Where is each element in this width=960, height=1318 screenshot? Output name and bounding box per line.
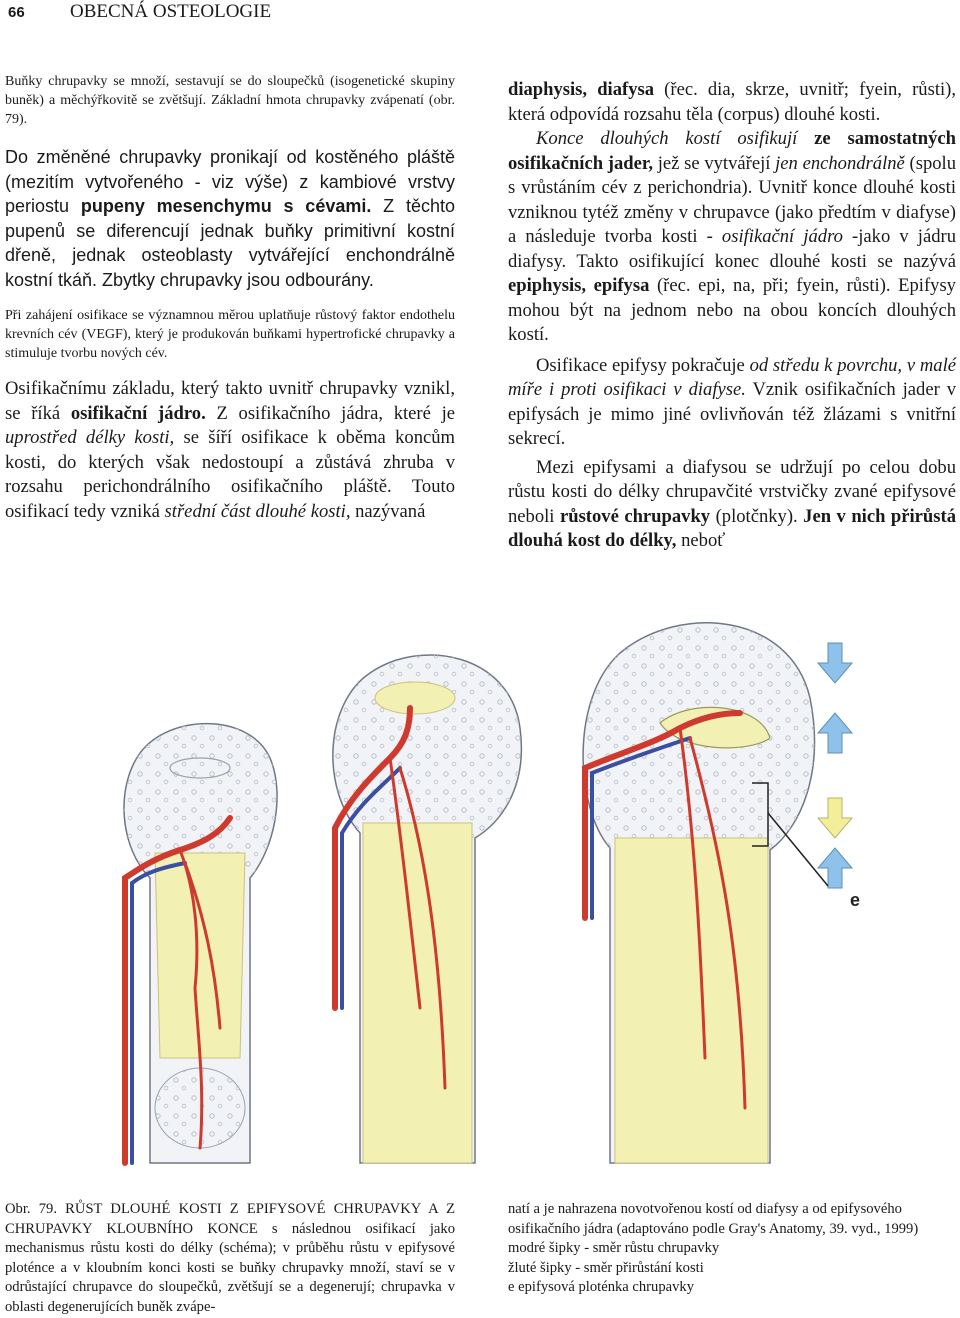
right-column bbox=[508, 78, 956, 554]
label-e: e bbox=[850, 890, 861, 910]
paragraph-epiphysis: Konce dlouhých kostí osifikují ze samostatných osifikačních jader, jež se vytvářejí jen enchondrálně (spolu s vrůstáním cév z perichondria). Uvnitř konce dlouhé kosti vzniknou tytéž změny v chrupavce (jako předtím v diafyse) a následuje tvorba kosti - osifikační jádro -jako v jádru diafysy. Takto osifikující konec dlouhé kosti se nazývá epiphysis, epifysa (řec. epi, na, při; fyein, růsti). Epifysy mohou být na jednom nebo na obou koncích dlouhých kostí. bbox=[508, 128, 957, 345]
figure-caption-left: Obr. 79. RŮST DLOUHÉ KOSTI Z EPIFYSOVÉ CHRUPAVKY A Z CHRUPAVKY KLOUBNÍHO KONCE s následnou osifikací jako mechanismus růstu kosti do délky (schéma); v průběhu růstu v epifysové ploténce a v kloubním konci kosti se buňky chrupavky množí, staví se v odrůstající chrupavce do sloupečků, zvětšují se a degenerují; chrupavka v oblasti degenerujících buněk zvápe- bbox=[5, 1201, 455, 1315]
paragraph-cartilage-cells: Buňky chrupavky se množí, sestavují se do sloupečků (isogenetické skupiny buněk) a měchýřkovitě se zvětšují. Základní hmota chrupavky zvápenatí (obr. 79). bbox=[5, 74, 455, 127]
caption-legend-blue: modré šipky - směr růstu chrupavky bbox=[508, 1240, 720, 1257]
paragraph-epiphysis-ossification: Osifikace epifysy pokračuje od středu k povrchu, v malé míře i proti osifikaci v diafyse. Vznik osifikačních jader v epifysách je mimo jiné ovlivňován též žlázami s vnitřní sekrecí. bbox=[508, 354, 957, 449]
paragraph-ossification-center: Osifikačnímu základu, který takto uvnitř chrupavky vznikl, se říká osifikační jádro. Z osifikačního jádra, které je uprostřed délky kosti, se šíří osifikace k oběma koncům kosti, do kterých však nedostoupí a zůstává zhruba v rozsahu perichondrálního osifikačního pláště. Touto osifikací tedy vzniká střední část dlouhé kosti, nazývaná bbox=[5, 378, 455, 522]
page-number: 66 bbox=[8, 4, 25, 21]
caption-legend-e: e epifysová ploténka chrupavky bbox=[508, 1279, 695, 1296]
caption-legend-yellow: žluté šipky - směr přirůstání kosti bbox=[508, 1259, 704, 1276]
running-title: OBECNÁ OSTEOLOGIE bbox=[70, 1, 272, 22]
page-header bbox=[0, 0, 960, 28]
paragraph-vegf: Při zahájení osifikace se významnou měrou uplatňuje růstový faktor endothelu krevních cév (VEGF), který je produkován buňkami hypertrofické chrupavky a stimuluje tvorbu nových cév. bbox=[5, 308, 455, 361]
paragraph-mesenchyme-buds: Do změněné chrupavky pronikají od kostěného pláště (mezitím vytvořeného - viz výše) z kambiové vrstvy periostu pupeny mesenchymu s cévami. Z těchto pupenů se diferencují jednak buňky primitivní kostní dřeně, jednak osteoblasty vytvářející enchondrálně kostní tkáň. Zbytky chrupavky jsou odbourány. bbox=[5, 147, 455, 290]
caption-source: natí a je nahrazena novotvořenou kostí od diafysy a od epifysového osifikačního jádra (adaptováno podle Gray's Anatomy, 39. vyd., 1999) bbox=[508, 1201, 919, 1237]
figure-caption-right bbox=[508, 1200, 948, 1298]
left-column bbox=[5, 72, 455, 524]
paragraph-diaphysis: diaphysis, diafysa (řec. dia, skrze, uvnitř; fyein, růsti), která odpovídá rozsahu těla (corpus) dlouhé kosti. bbox=[508, 79, 956, 125]
paragraph-growth-plate: Mezi epifysami a diafysou se udržují po celou dobu růstu kosti do délky chrupavčité vrstvičky zvané epifysové neboli růstové chrupavky (plotčnky). Jen v nich přirůstá dlouhá kost do délky, neboť bbox=[508, 456, 957, 551]
bone-growth-illustration bbox=[80, 588, 880, 1173]
